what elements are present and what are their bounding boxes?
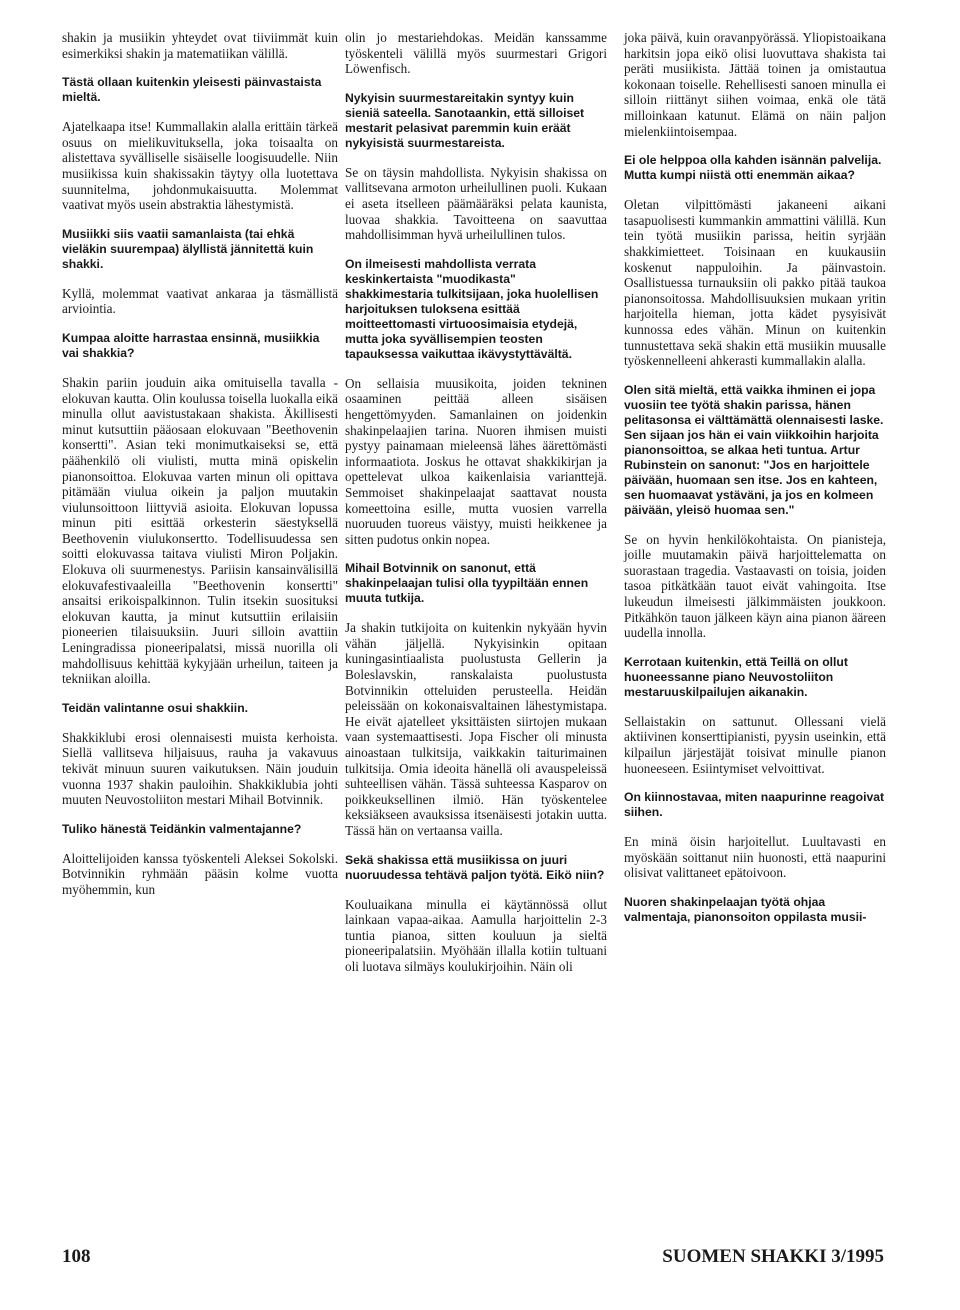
interview-question: Sekä shakissa että musiikissa on juuri nuoruudessa tehtävä paljon työtä. Eikö niin?: [345, 852, 605, 882]
magazine-issue: SUOMEN SHAKKI 3/1995: [662, 1246, 884, 1267]
interview-answer: Kyllä, molemmat vaativat ankaraa ja täsmällistä arviointia.: [62, 285, 338, 317]
interview-question: Kerrotaan kuitenkin, että Teillä on ollut huoneessanne piano Neuvostoliiton mestaruuskilpailujen aikanakin.: [624, 654, 848, 699]
interview-question: On ilmeisesti mahdollista verrata keskinkertaista "muodikasta" shakkimestaria tulkitsijaan, joka huolellisen harjoituksen tuloksena esittää moitteettomasti virtuoosimaisia etydejä, mutta joka syvällisempien teosten tapauksessa vaikuttaa ikävystyttävältä.: [345, 256, 599, 361]
interview-answer: Ja shakin tutkijoita on kuitenkin nykyään hyvin vähän jäljellä. Nykyisinkin opitaan kuningasintiaalista puolustusta Gellerin ja Boleslavskin, ranskalaista puolustusta Botvinnikin otteluiden perusteella. Heidän peleissään on kokonaisvaltainen lähestymistapa. He eivät ajatelleet yksittäisten siirtojen mukaan vaan systemaattisesti. Jopa Fischer oli minusta ainoastaan tulkitsija, vaikkakin taiturimainen tulkitsija. Omia ideoita hänellä oli avauspeleissä suhteellisen vähän. Tässä suhteessa Kasparov on poikkeuksellinen ilmiö. Hän työskentelee keksiäkseen avauksissa itsenäisesti jotakin uutta. Tässä hän on vertaansa vailla.: [345, 620, 607, 838]
interview-question: Ei ole helppoa olla kahden isännän palvelija. Mutta kumpi niistä otti enemmän aikaa?: [624, 153, 882, 183]
interview-answer: Se on täysin mahdollista. Nykyisin shakissa on vallitsevana armoton urheilullinen puoli. Kukaan ei aseta itselleen päämääräksi pelata kaunista, luovaa shakkia. Tavoitteena on saavuttaa mahdollisimman hyvä urheilullinen tulos.: [345, 164, 607, 243]
interview-answer: Oletan vilpittömästi jakaneeni aikani tasapuolisesti kummankin ammattini välillä. Kun tein työtä musiikin parissa, heitin syrjään shakkimietteet. Toisinaan en kuukausiin koskenut nappuloihin. Ja päinvastoin. Osallistuessa turnauksiin oli pakko pitää taukoa pianonsoitossa. Mahdollisuuksien mukaan yritin harjoitella hieman, jotta kädet pysyisivät kunnossa edes vähän. Minun on kuitenkin tunnustettava sekä shakin että musiikin muusalle työskennelleeni ahkerasti kummallakin alalla.: [624, 197, 886, 369]
interview-answer: On sellaisia muusikoita, joiden tekninen osaaminen peittää alleen sisäisen hengettömyyden. Samanlainen on joidenkin shakinpelaajien tarina. Nuoren ihmisen muisti pystyy painamaan mieleensä lähes äärettömästi informaatiota. Joskus he ottavat shakkikirjan ja opettelevat ulkoa kaikenlaisia varianttejä. Semmoiset shakinpelaajat saattavat nousta komeettoina esille, mutta vuosien varrella nuoruuden tuoreus väistyy, muisti heikkenee ja sitten pudotus onkin nopea.: [345, 375, 607, 547]
interview-answer: Kouluaikana minulla ei käytännössä ollut lainkaan vapaa-aikaa. Aamulla harjoittelin 2-3 tuntia pianoa, sitten kouluun ja sieltä pioneeripalatsiin. Myöhään illalla kotiin tultuani oli luotava silmäys koulukirjoihin. Näin oli: [345, 896, 607, 974]
interview-answer: shakin ja musiikin yhteydet ovat tiiviimmät kuin esimerkiksi shakin ja matematiikan välillä.: [62, 30, 338, 61]
interview-answer: Aloittelijoiden kanssa työskenteli Aleksei Sokolski. Botvinnikin ryhmään pääsin kolme vuotta myöhemmin, kun: [62, 850, 338, 897]
interview-question: Olen sitä mieltä, että vaikka ihminen ei jopa vuosiin tee työtä shakin parissa, hänen pelitasonsa ei välttämättä olennaisesti laske. Sen sijaan jos hän ei vain viikkoihin harjoita pianonsoittoa, se alkaa heti tuntua. Artur Rubinstein on sanonut: "Jos en harjoittele päivään, huomaan sen itse. Jos en kahteen, sen huomaavat ystäväni, ja jos en kolmeen päivään, yleisö huomaa sen.": [624, 382, 884, 517]
interview-question: Mihail Botvinnik on sanonut, että shakinpelaajan tulisi olla tyypiltään ennen muuta tutkija.: [345, 561, 589, 606]
interview-answer: Shakkiklubi erosi olennaisesti muista kerhoista. Siellä vallitseva hiljaisuus, rauha ja vakavuus tekivät minuun suuren vaikutuksen. Näin jouduin vuonna 1937 shakin pauloihin. Shakkiklubia johti muuten Neuvostoliiton mestari Mihail Botvinnik.: [62, 729, 338, 808]
interview-question: Nuoren shakinpelaajan työtä ohjaa valmentaja, pianonsoiton oppilasta musii-: [624, 895, 867, 924]
interview-question: Tästä ollaan kuitenkin yleisesti päinvastaista mieltä.: [62, 75, 322, 105]
column-3: [624, 30, 886, 939]
interview-answer: En minä öisin harjoitellut. Luultavasti en myöskään soittanut niin huonosti, että naapurini olisivat valittaneet epätoivoon.: [624, 834, 886, 881]
interview-question: Nykyisin suurmestareitakin syntyy kuin sieniä sateella. Sanotaankin, että silloiset mestarit pelasivat paremmin kuin eräät nykyisistä suurmestareista.: [345, 90, 585, 150]
interview-answer: Sellaistakin on sattunut. Ollessani vielä aktiivinen konserttipianisti, pyysin useinkin, että kilpailun järjestäjät toisivat minulle pianon huoneeseen. Esiintymiset velvoittivat.: [624, 713, 886, 776]
interview-question: Kumpaa aloitte harrastaa ensinnä, musiikkia vai shakkia?: [62, 330, 320, 360]
interview-answer: olin jo mestariehdokas. Meidän kanssamme työskenteli välillä myös suurmestari Grigori Löwenfisch.: [345, 30, 607, 77]
page-number: 108: [62, 1246, 91, 1267]
interview-question: On kiinnostavaa, miten naapurinne reagoivat siihen.: [624, 790, 885, 820]
interview-answer: Se on hyvin henkilökohtaista. On pianisteja, joille muutamakin päivä harjoittelematta on suorastaan tragedia. Vastaavasti on toisia, joiden tasoa pitkätkään tauot eivät vahingoita. Itse lukeudun ilmeisesti jälkimmäisten joukkoon. Pitkähkön tauon jälkeen käyn aina pianon ääreen uudella innolla.: [624, 531, 886, 641]
interview-question: Tuliko hänestä Teidänkin valmentajanne?: [62, 821, 302, 836]
interview-question: Teidän valintanne osui shakkiin.: [62, 700, 249, 715]
interview-answer: joka päivä, kuin oravanpyörässä. Yliopistoaikana harkitsin jopa eikö olisi luovuttava shakista tai peräti musiikista. Jättää toinen ja omistautua kokonaan toiselle. Rehellisesti sanoen minulla ei silloin riittänyt siihen voimaa, enkä ole tätä milloinkaan katunut. Elämä on näin paljon mielenkiintoisempaa.: [624, 30, 886, 139]
column-1: [62, 30, 338, 912]
interview-question: Musiikki siis vaatii samanlaista (tai ehkä vieläkin suurempaa) älyllistä jännitettä kuin shakki.: [62, 226, 314, 271]
interview-answer: Shakin pariin jouduin aika omituisella tavalla - elokuvan kautta. Olin koulussa toisella luokalla eikä minulla ollut aavistustakaan shakista. Äkillisesti minut kutsuttiin pääosaan elokuvaan "Beethovenin konsertti". Asian teki monimutkaiseksi se, että päähenkilö oli viulisti, mutta minä opiskelin pianonsoittoa. Elokuvaa varten minun oli opittava pitämään viulua oikein ja paljon muutakin viulunsoittoon liittyviä asioita. Elokuvan lopussa minun piti esittää orkesterin säestyksellä Beethovenin viulukonsertto. Todellisuudessa sen soitti elokuvassa taitava viulisti Miron Poljakin. Elokuva oli suurmenestys. Pariisin kansainvälisillä elokuvafestivaaleilla "Beethovenin konsertti" ansaitsi erikoispalkinnon. Tulin itsekin suosituksi elokuvan kautta, ja minut kutsuttiin erilaisiin pioneerien tilaisuuksiin. Juuri silloin avattiin Leningradissa pioneeripalatsi, missä nuorilla oli mahdollisuus kehittää kykyjään urheilun, taiteen ja tekniikan aloilla.: [62, 374, 338, 687]
interview-answer: Ajatelkaapa itse! Kummallakin alalla erittäin tärkeä osuus on mielikuvituksella, joka toisaalta on alistettava syvälliselle sisäiselle loogisuudelle. Niin musiikissa kuin shakissakin täytyy olla luotettava suunnitelma, johdonmukaisuutta. Molemmat vaativat myös usein abstraktia lähestymistä.: [62, 119, 338, 213]
column-2: [345, 30, 607, 989]
